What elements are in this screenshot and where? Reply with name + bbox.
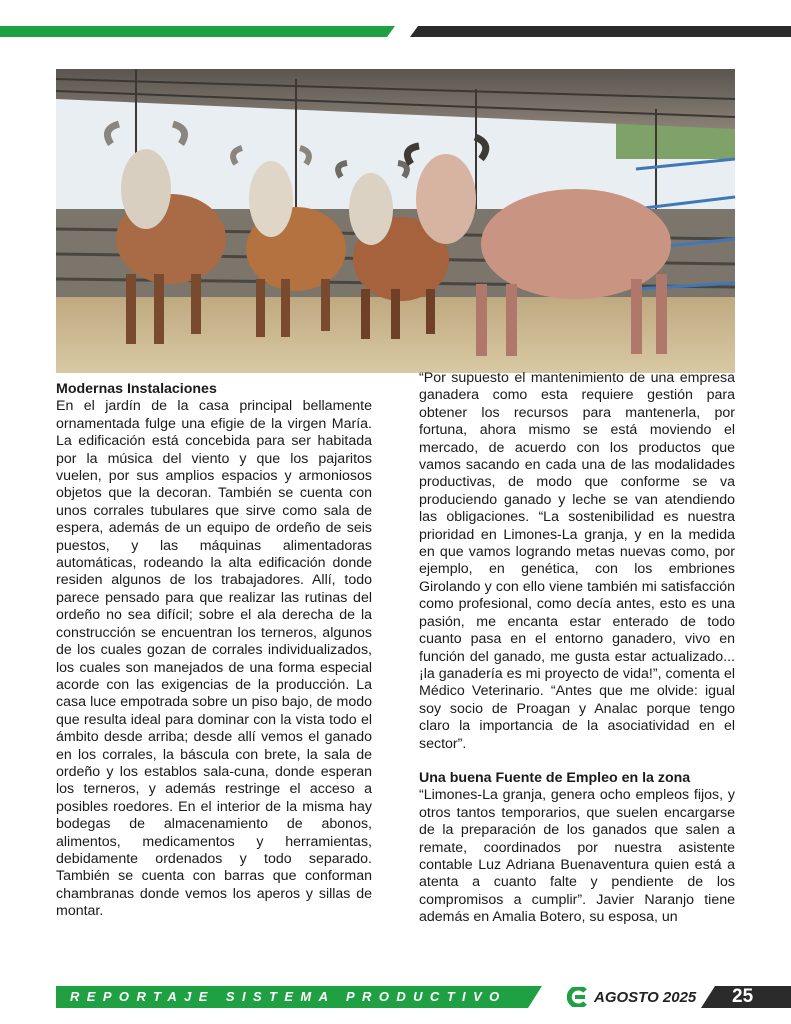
magazine-logo-icon	[567, 987, 589, 1007]
body-paragraph: En el jardín de la casa principal bellamente ornamentada fulge una efigie de la virgen María. La edificación está concebida para ser habitada por la música del viento y que los pajaritos vuelen, por sus amplios espacios y armoniosos objetos que la decoran. También se cuenta con unos corrales tubulares que sirve como sala de espera, además de un equipo de ordeño de seis puestos, y las máquinas alimentadoras automáticas, rodeando la alta edificación donde residen algunos de los trabajadores. Allí, todo parece pensado para que realizar las rutinas del ordeño no sea difícil; sobre el ala derecha de la construcción se encuentran los terneros, algunos de los cuales gozan de corrales individualizados, los cuales son manejados de una forma especial acorde con las exigencias de la producción. La casa luce empotrada sobre un piso bajo, de modo que resulta ideal para dominar con la vista todo el ámbito desde arriba; desde allí vemos el ganado en los corrales, la báscula con brete, la sala de ordeño y los establos sala-cuna, donde esperan los terneros, y además restringe el acceso a posibles roedores. En el interior de la misma hay bodegas de almacenamiento de abonos, alimentos, medicamentos y herramientas, debidamente ordenados y todo separado. También se cuenta con barras que conforman chambranas donde vemos los aperos y sillas de montar.	[56, 398, 372, 920]
top-dark-bar	[410, 26, 791, 37]
page-number: 25	[732, 986, 754, 1007]
section-heading-modernas: Modernas Instalaciones	[56, 381, 217, 397]
cattle-photo	[56, 69, 735, 373]
section-heading-empleo: Una buena Fuente de Empleo en la zona	[419, 769, 691, 786]
right-column	[419, 370, 735, 927]
left-column	[56, 381, 372, 921]
body-paragraph: “Por supuesto el mantenimiento de una empresa ganadera como esta requiere gestión para obtener los recursos para mantenerla, por fortuna, ahora mismo se está moviendo el mercado, de acuerdo con los productos que vamos sacando en cada una de las modalidades productivas, de modo que conforme se va produciendo ganado y leche se van atendiendo las obligaciones. “La sostenibilidad es nuestra prioridad en Limones-La granja, y en la medida en que vamos logrando metas nuevas como, por ejemplo, en genética, con los embriones Girolando y con ello viene también mi satisfacción como profesional, como decía antes, esto es una pasión, me encanta estar enterado de todo cuanto pasa en el entorno ganadero, vivo en función del ganado, me gusta estar actualizado... ¡la ganadería es mi proyecto de vida!”, comenta el Médico Veterinario. “Antes que me olvide: igual soy socio de Proagan y Analac porque tengo claro la importancia de la asociatividad en el sector”.	[419, 370, 735, 752]
footer-section-label: REPORTAJE SISTEMA PRODUCTIVO	[70, 989, 507, 1004]
body-paragraph: “Limones-La granja, genera ocho empleos fijos, y otros tantos temporarios, que suelen encargarse de la preparación de los ganados que salen a remate, coordinados por nuestra asistente contable Luz Adriana Buenaventura quien está a atenta a cuanto falte y pendiente de los compromisos a cumplir”. Javier Naranjo tiene además en Amalia Botero, su esposa, un	[419, 787, 735, 926]
footer-date: AGOSTO 2025	[594, 989, 697, 1006]
top-green-bar	[0, 26, 395, 37]
